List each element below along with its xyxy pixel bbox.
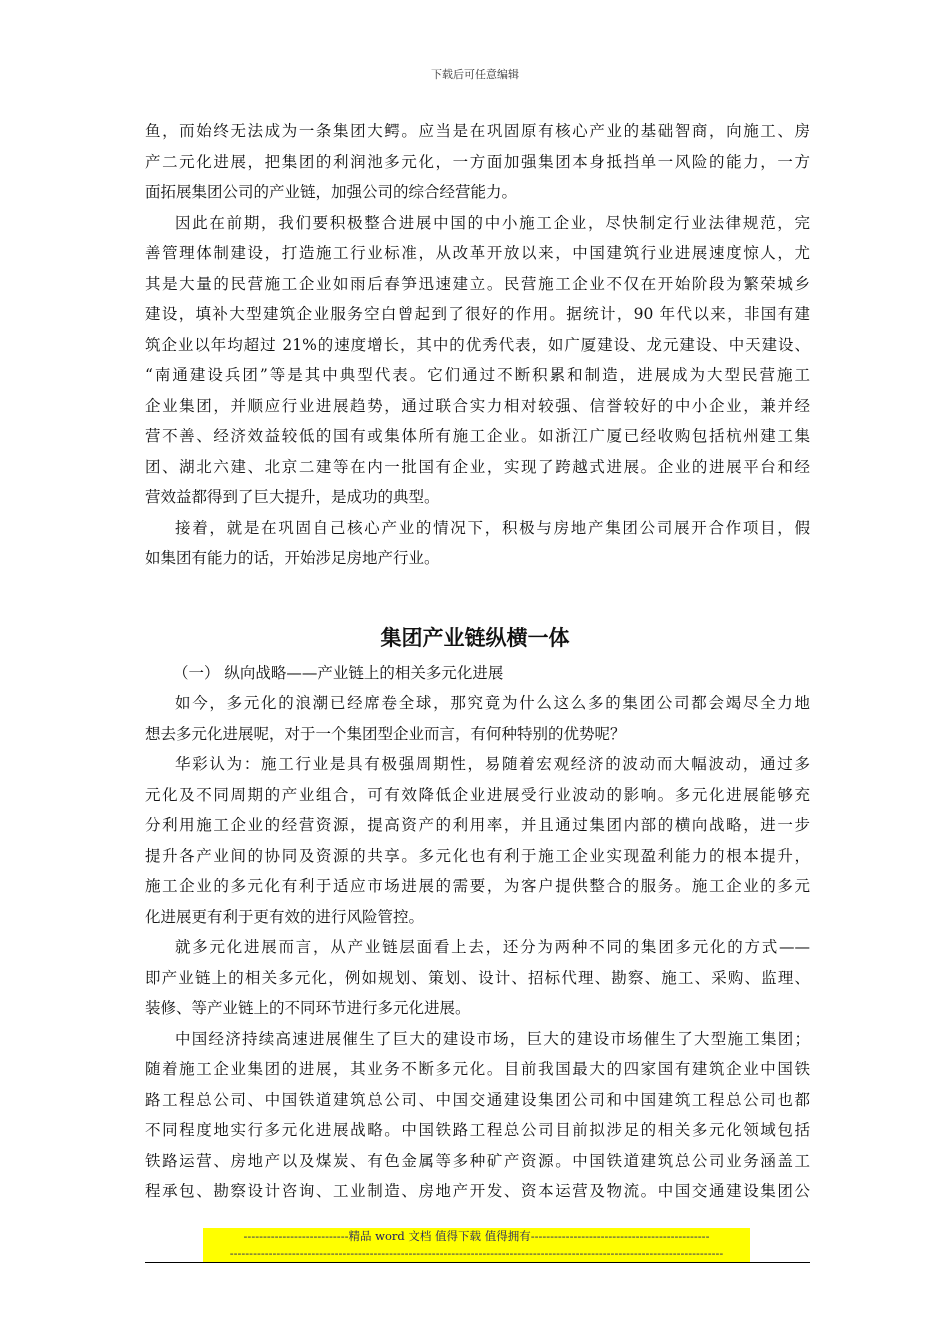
paragraph-line: 因此在前期，我们要积极整合进展中国的中小施工企业，尽快制定行业法律规范，完 xyxy=(175,213,810,232)
paragraph-line: 企业集团，并顺应行业进展趋势，通过联合实力相对较强、信誉较好的中小企业，兼并经 xyxy=(145,396,810,415)
paragraph-line: 如集团有能力的话，开始涉足房地产行业。 xyxy=(145,549,440,567)
paragraph-line: 其是大量的民营施工企业如雨后春笋迅速建立。民营施工企业不仅在开始阶段为繁荣城乡 xyxy=(145,274,810,293)
paragraph-line: 程承包、勘察设计咨询、工业制造、房地产开发、资本运营及物流。中国交通建设集团公 xyxy=(145,1182,810,1200)
paragraph-line: 鱼，而始终无法成为一条集团大鳄。应当是在巩固原有核心产业的基础智商，向施工、房 xyxy=(145,122,810,140)
paragraph-line: 团、湖北六建、北京二建等在内一批国有企业，实现了跨越式进展。企业的进展平台和经 xyxy=(145,457,810,476)
paragraph-line: 元化及不同周期的产业组合，可有效降低企业进展受行业波动的影响。多元化进展能够充 xyxy=(145,785,810,804)
footer-banner xyxy=(203,1228,750,1262)
paragraph-line: 施工企业的多元化有利于适应市场进展的需要，为客户提供整合的服务。施工企业的多元 xyxy=(145,877,810,895)
paragraph-line: 产二元化进展，把集团的利润池多元化，一方面加强集团本身抵挡单一风险的能力，一方 xyxy=(145,152,810,171)
footer-rule xyxy=(145,1262,810,1263)
paragraph-line: 建设，填补大型建筑企业服务空白曾起到了很好的作用。据统计，90 年代以来，非国有建 xyxy=(145,305,810,323)
paragraph-line: 就多元化进展而言，从产业链层面看上去，还分为两种不同的集团多元化的方式—— xyxy=(175,938,810,956)
section-title: 集团产业链纵横一体 xyxy=(380,626,570,650)
paragraph-line: 随着施工企业集团的进展，其业务不断多元化。目前我国最大的四家国有建筑企业中国铁 xyxy=(145,1060,810,1078)
footer-dashes: ------------------------------------------------------------------------------------------------------------------------------- xyxy=(229,1246,724,1260)
body-section-1 xyxy=(145,116,810,574)
paragraph-line: 路工程总公司、中国铁道建筑总公司、中国交通建设集团公司和中国建筑工程总公司也都 xyxy=(145,1090,810,1109)
page-header: 下载后可任意编辑 xyxy=(431,68,519,81)
paragraph-line: 铁路运营、房地产以及煤炭、有色金属等多种矿产资源。中国铁道建筑总公司业务涵盖工 xyxy=(145,1151,810,1170)
paragraph-line: 想去多元化进展呢，对于一个集团型企业而言，有何种特别的优势呢？ xyxy=(145,724,626,743)
paragraph-line: 即产业链上的相关多元化，例如规划、策划、设计、招标代理、勘察、施工、采购、监理、 xyxy=(145,968,810,987)
paragraph-line: 提升各产业间的协同及资源的共享。多元化也有利于施工企业实现盈利能力的根本提升， xyxy=(145,846,810,865)
paragraph-line: 不同程度地实行多元化进展战略。中国铁路工程总公司目前拟涉足的相关多元化领域包括 xyxy=(145,1121,810,1139)
paragraph-line: 化进展更有利于更有效的进行风险管控。 xyxy=(145,907,425,926)
paragraph-line: 营效益都得到了巨大提升，是成功的典型。 xyxy=(145,488,440,506)
paragraph-line: 筑企业以年均超过 21%的速度增长，其中的优秀代表，如广厦建设、龙元建设、中天建设、 xyxy=(145,335,810,354)
paragraph-line: 装修、等产业链上的不同环节进行多元化进展。 xyxy=(145,999,471,1017)
paragraph-line: 面拓展集团公司的产业链，加强公司的综合经营能力。 xyxy=(145,183,518,201)
paragraph-line: 善管理体制建设，打造施工行业标准，从改革开放以来，中国建筑行业进展速度惊人，尤 xyxy=(145,244,810,262)
paragraph-line: “南通建设兵团”等是其中典型代表。它们通过不断积累和制造，进展成为大型民营施工 xyxy=(145,366,810,384)
paragraph-line: 营不善、经济效益较低的国有或集体所有施工企业。如浙江广厦已经收购包括杭州建工集 xyxy=(145,427,810,445)
paragraph-line: 接着，就是在巩固自己核心产业的情况下，积极与房地产集团公司展开合作项目，假 xyxy=(175,518,810,537)
paragraph-line: 中国经济持续高速进展催生了巨大的建设市场，巨大的建设市场催生了大型施工集团； xyxy=(175,1029,810,1048)
body-section-2 xyxy=(145,688,810,1207)
paragraph-line: 华彩认为：施工行业是具有极强周期性，易随着宏观经济的波动而大幅波动，通过多 xyxy=(175,755,810,773)
paragraph-line: 如今，多元化的浪潮已经席卷全球，那究竟为什么这么多的集团公司都会竭尽全力地 xyxy=(175,694,810,712)
subsection-title: （一） 纵向战略——产业链上的相关多元化进展 xyxy=(173,664,504,682)
paragraph-line: 分利用施工企业的经营资源，提高资产的利用率，并且通过集团内部的横向战略，进一步 xyxy=(145,816,810,834)
footer-text: ---------------------------精品 word 文档 值得下载 值得拥有---------------------------------------------- xyxy=(243,1229,710,1243)
